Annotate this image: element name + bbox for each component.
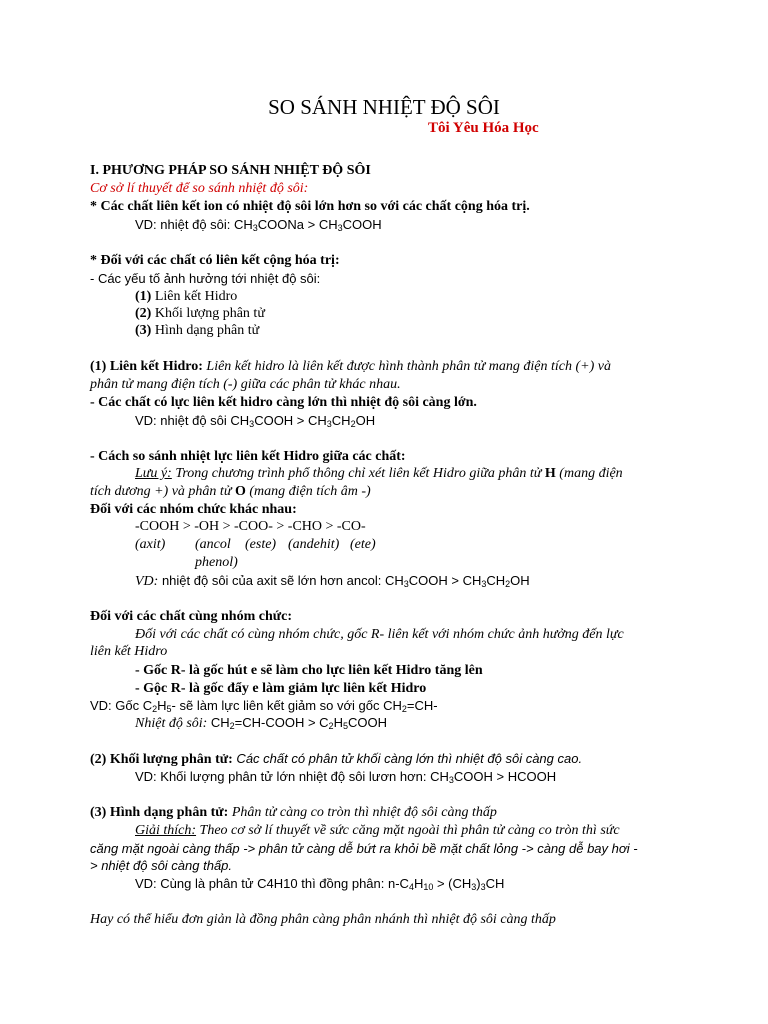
group-name: (este)	[245, 537, 277, 552]
group-name: (andehit)	[288, 537, 340, 552]
r-example: VD: Gốc $C_2H_5-$ sẽ làm lực liên kết giảm so với gốc $CH_2=CH-$	[90, 698, 438, 714]
page-subtitle: Tôi Yêu Hóa Học	[428, 120, 539, 136]
group-phenol: phenol)	[195, 555, 238, 570]
basis-line: Cơ sở lí thuyết để so sánh nhiệt độ sôi:	[90, 181, 309, 196]
note-line-cont: tích dương +) và phân tử O (mang điện tích âm -)	[90, 484, 371, 499]
shape-conclusion: Hay có thể hiểu đơn giản là đồng phân càng phân nhánh thì nhiệt độ sôi càng thấp	[90, 912, 556, 927]
groups-example: VD: nhiệt độ sôi của axit sẽ lớn hơn ancol: $CH_3COOH > CH_3CH_2OH$	[135, 573, 530, 589]
groups-heading: Đối với các nhóm chức khác nhau:	[90, 502, 297, 517]
shape-explain-cont: căng mặt ngoài càng thấp -> phân tử càng dễ bứt ra khỏi bề mặt chất lỏng -> càng dễ bay hơi -	[90, 841, 638, 856]
r-push-rule: - Gộc R- là gốc đẩy e làm giảm lực liên kết Hidro	[135, 681, 427, 696]
page-title: SO SÁNH NHIỆT ĐỘ SÔI	[268, 95, 500, 119]
groups-order: -COOH > -OH > -COO- > -CHO > -CO-	[135, 519, 366, 534]
factor-item: (1) Liên kết Hidro	[135, 289, 238, 304]
hbond-definition: (1) Liên kết Hidro: Liên kết hidro là liên kết được hình thành phân tử mang điện tích (+) và	[90, 359, 611, 374]
hbond-example: VD: nhiệt độ sôi $CH_3COOH > CH_3CH_2OH$	[135, 413, 376, 429]
mass-example: VD: Khối lượng phân tử lớn nhiệt độ sôi lươn hơn: $CH_3COOH$ > HCOOH	[135, 769, 557, 785]
section-heading: I. PHƯƠNG PHÁP SO SÁNH NHIỆT ĐỘ SÔI	[90, 163, 371, 178]
factors-intro: - Các yếu tố ảnh hưởng tới nhiệt độ sôi:	[90, 271, 321, 286]
same-group-heading: Đối với các chất cùng nhóm chức:	[90, 609, 293, 624]
shape-explain-cont: > nhiệt độ sôi càng thấp.	[90, 858, 233, 873]
bp-example: Nhiệt độ sôi: $CH_2=CH$-COOH > $C_2H_5COOH$	[135, 715, 387, 731]
same-group-text: Đối với các chất có cùng nhóm chức, gốc R- liên kết với nhóm chức ảnh hưởng đến lực	[135, 627, 624, 642]
group-name: (axit)	[135, 537, 166, 552]
factor-item: (2) Khối lượng phân tử	[135, 306, 265, 321]
hbond-definition-cont: phân tử mang điện tích (-) giữa các phân tử khác nhau.	[90, 377, 401, 392]
shape-explain: Giải thích: Theo cơ sở lí thuyết về sức căng mặt ngoài thì phân tử càng co tròn thì sức	[135, 823, 620, 838]
shape-rule: (3) Hình dạng phân tử: Phân tử càng co tròn thì nhiệt độ sôi càng thấp	[90, 805, 497, 820]
note-line: Lưu ý: Trong chương trình phổ thông chỉ xét liên kết Hidro giữa phân tử H (mang điện	[135, 466, 623, 481]
shape-example: VD: Cùng là phân tử C4H10 thì đồng phân: $n-C_4H_{10} > (CH_3)_3CH$	[135, 876, 505, 892]
group-name: (ete)	[350, 537, 376, 552]
ionic-rule: * Các chất liên kết ion có nhiệt độ sôi lớn hơn so với các chất cộng hóa trị.	[90, 199, 530, 214]
mass-rule: (2) Khối lượng phân tử: Các chất có phân tử khối càng lớn thì nhiệt độ sôi càng cao.	[90, 751, 583, 767]
hbond-rule: - Các chất có lực liên kết hidro càng lớn thì nhiệt độ sôi càng lớn.	[90, 395, 477, 410]
ionic-example: VD: nhiệt độ sôi: $CH_3COONa$ > $CH_3COOH$	[135, 217, 382, 233]
covalent-heading: * Đối với các chất có liên kết cộng hóa trị:	[90, 253, 340, 268]
r-pull-rule: - Gốc R- là gốc hút e sẽ làm cho lực liên kết Hidro tăng lên	[135, 663, 483, 678]
group-name: (ancol	[195, 537, 231, 552]
same-group-text-cont: liên kết Hidro	[90, 644, 168, 659]
compare-heading: - Cách so sánh nhiệt lực liên kết Hidro giữa các chất:	[90, 449, 406, 464]
factor-item: (3) Hình dạng phân tử	[135, 323, 260, 338]
